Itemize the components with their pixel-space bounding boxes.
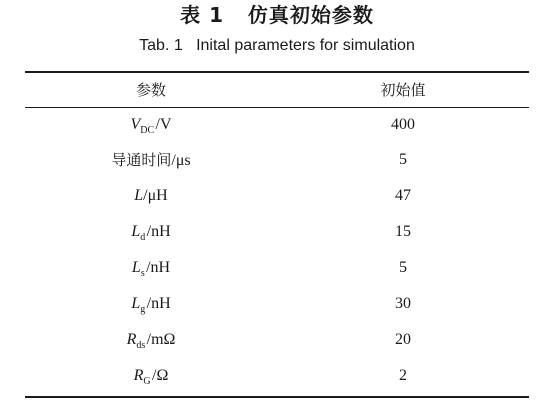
- param-unit: /Ω: [152, 367, 169, 384]
- value-rg: 2: [399, 367, 407, 384]
- param-rg: [25, 363, 277, 389]
- column-header-initial-value: 初始值: [380, 81, 426, 99]
- param-unit: /mΩ: [146, 331, 176, 348]
- param-unit: /nH: [146, 259, 171, 276]
- column-header-parameter: 参数: [135, 81, 166, 99]
- param-symbol: L: [134, 187, 144, 204]
- param-symbol: L: [131, 295, 141, 312]
- param-ld: [25, 219, 277, 245]
- param-unit: /V: [155, 116, 172, 133]
- value-rds: 20: [395, 331, 411, 348]
- param-unit: /nH: [146, 295, 171, 312]
- table-bottom-rule: [25, 396, 529, 398]
- param-symbol: L: [131, 259, 141, 276]
- param-subscript: s: [140, 268, 145, 279]
- value-lg: 30: [395, 295, 411, 312]
- param-subscript: DC: [140, 125, 155, 136]
- param-unit: /μH: [143, 187, 168, 204]
- table-header-rule: [25, 107, 529, 108]
- table-top-rule: [25, 71, 529, 73]
- table-caption-en: Tab. 1 Inital parameters for simulation: [139, 37, 415, 54]
- param-subscript: G: [143, 376, 151, 387]
- param-rds: [25, 327, 277, 353]
- value-on-time: 5: [399, 151, 407, 168]
- value-l: 47: [395, 187, 411, 204]
- value-ld: 15: [395, 223, 411, 240]
- value-ls: 5: [399, 259, 407, 276]
- param-on-time: [25, 147, 277, 173]
- param-label: 导通时间: [111, 151, 172, 169]
- param-subscript: ds: [136, 340, 146, 351]
- param-unit: /nH: [146, 223, 171, 240]
- param-symbol: L: [131, 223, 141, 240]
- param-subscript: g: [140, 304, 146, 315]
- param-subscript: d: [140, 232, 146, 243]
- param-vdc: [25, 112, 277, 138]
- param-symbol: V: [130, 116, 141, 133]
- value-vdc: 400: [391, 116, 415, 133]
- table-caption-cn: 表 1 仿真初始参数: [180, 3, 374, 27]
- param-ls: [25, 255, 277, 281]
- param-symbol: R: [126, 331, 137, 348]
- param-l: [25, 183, 277, 209]
- param-symbol: R: [133, 367, 144, 384]
- param-lg: [25, 291, 277, 317]
- param-unit: /μs: [171, 152, 191, 169]
